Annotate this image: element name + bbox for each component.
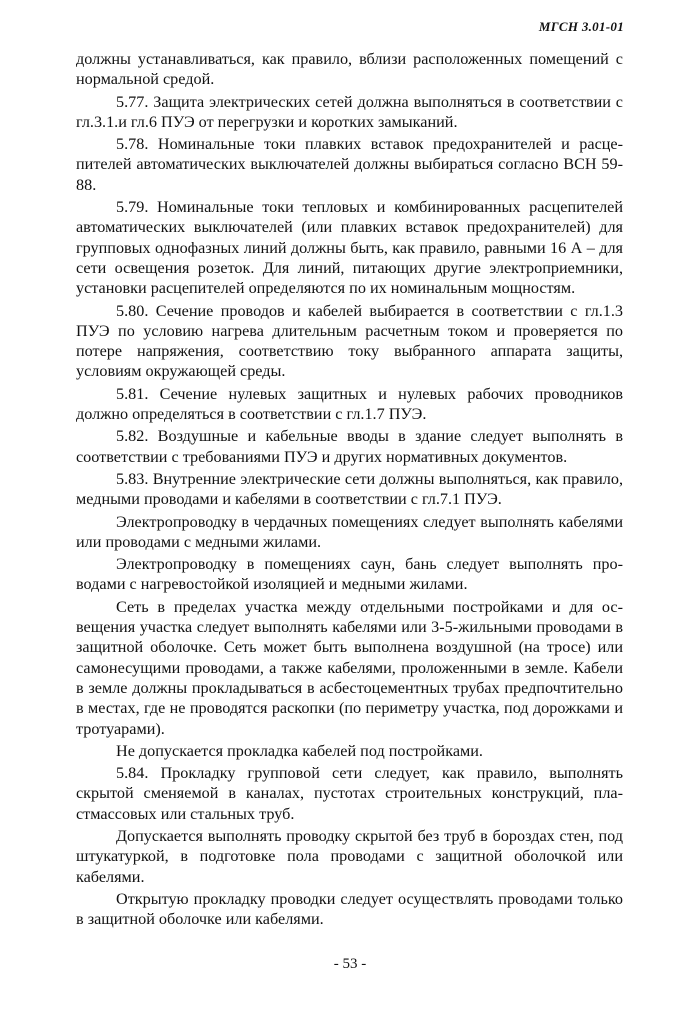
paragraph-hidden-wiring: Допускается выполнять проводку скрытой без труб в бороздах стен, под штукатуркой, в подготовке пола проводами с защитной оболочкой или кабелями.: [76, 826, 623, 886]
clause-5-80: 5.80. Сечение проводов и кабелей выбирается в соответствии с гл.1.3 ПУЭ по условию нагрева длительным расчетным током и проверяется по потере напряжения, соответствию току выбранного аппарата защиты, условиям окружающей среды.: [76, 301, 623, 381]
paragraph-no-cables-under-buildings: Не допускается прокладка кабелей под постройками.: [116, 741, 483, 760]
clause-5-78: 5.78. Номинальные токи плавких вставок предохранителей и расцепителей автоматических выключателей должны выбираться согласно ВСН 59-88.: [76, 135, 623, 194]
clause-5-82: 5.82. Воздушные и кабельные вводы в здание следует выполнять в соответствии с требованиями ПУЭ и других нормативных документов.: [76, 427, 623, 466]
clause-5-83: 5.83. Внутренние электрические сети должны выполняться, как правило, медными проводами и кабелями в соответствии с гл.7.1 ПУЭ.: [76, 469, 623, 509]
clause-5-79: 5.79. Номинальные токи тепловых и комбинированных расцепителей автоматических выключателей (или плавких вставок предохранителей) для групповых однофазных линий должны быть, как правило, равными 16 А – для сети освещения розеток. Для линий, питающих другие электроприемники, установки расцепителей определяются по их номинальным мощностям.: [76, 198, 623, 298]
paragraph-site-network: Сеть в пределах участка между отдельными постройками и для освещения участка следует выполнять кабелями или 3-5-жильными проводами в защитной оболочке. Сеть может быть выполнена воздушной (на тросе) или самонесущими проводами, а также кабелями, проложенными в земле. Кабели в земле должны прокладываться в асбестоцементных трубах предпочтительно в местах, где не проводятся раскопки (по периметру участка, под дорожками и тротуарами).: [76, 597, 623, 738]
page-body: [76, 49, 623, 931]
clause-5-81: 5.81. Сечение нулевых защитных и нулевых рабочих проводников должно определяться в соответствии с гл.1.7 ПУЭ.: [76, 384, 623, 424]
page-number: - 53 -: [333, 956, 367, 972]
paragraph-open-wiring: Открытую прокладку проводки следует осуществлять проводами только в защитной оболочке или кабелями.: [76, 889, 623, 929]
paragraph-attic-wiring: Электропроводку в чердачных помещениях следует выполнять кабелями или проводами с медными жилами.: [76, 512, 623, 551]
document-code-header: МГСН 3.01-01: [538, 19, 624, 34]
clause-5-77: 5.77. Защита электрических сетей должна выполняться в соответствии с гл.3.1.и гл.6 ПУЭ от перегрузки и коротких замыканий.: [76, 92, 623, 131]
paragraph-sauna-wiring: Электропроводку в помещениях саун, бань следует выполнять проводами с нагревостойкой изоляцией и медными жилами.: [76, 555, 623, 594]
paragraph-continuation: должны устанавливаться, как правило, вблизи расположенных помещений с нормальной средой.: [76, 50, 623, 89]
clause-5-84: 5.84. Прокладку групповой сети следует, как правило, выполнять скрытой сменяемой в каналах, пустотах строительных конструкций, пластмассовых или стальных труб.: [76, 764, 623, 823]
